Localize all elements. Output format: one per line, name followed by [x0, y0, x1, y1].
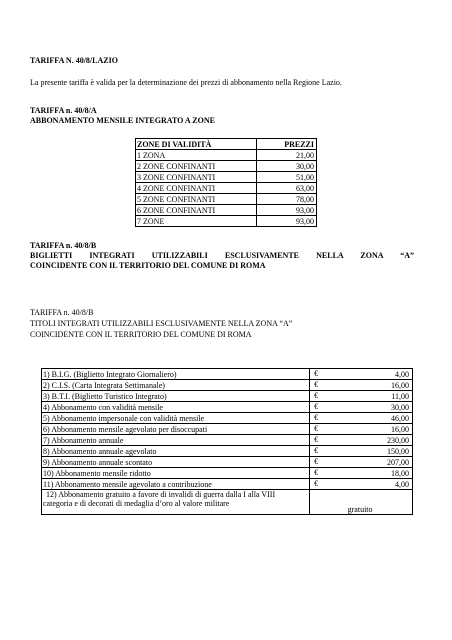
euro-sign: €: [314, 435, 319, 444]
price-cell: 21,00: [257, 150, 317, 161]
ticket-cell: 11) Abbonamento mensile agevolato a contribuzione: [42, 479, 310, 490]
ticket-cell: 10) Abbonamento mensile ridotto: [42, 468, 310, 479]
price-cell: 63,00: [257, 183, 317, 194]
table-row: [42, 435, 413, 446]
price-value: 4,00: [395, 369, 409, 379]
price-cell: [310, 479, 413, 490]
ticket-cell-line: categoria e di decorati di medaglia d’oro al valore militare: [43, 499, 230, 508]
table-row: [136, 183, 317, 194]
table-row: [42, 380, 413, 391]
section-b-bold-line2: COINCIDENTE CON IL TERRITORIO DEL COMUNE DI ROMA: [30, 261, 266, 270]
table-row: [42, 369, 413, 380]
zone-cell: 5 ZONE CONFINANTI: [136, 194, 257, 205]
table-row: [42, 402, 413, 413]
table-row: [136, 205, 317, 216]
price-cell: [310, 391, 413, 402]
price-value: 230,00: [387, 435, 409, 445]
euro-sign: €: [314, 446, 319, 455]
table-row: [42, 490, 413, 515]
table-row: [42, 468, 413, 479]
price-cell: [310, 369, 413, 380]
section-b-bold-line1: BIGLIETTI INTEGRATI UTILIZZABILI ESCLUSIVAMENTE NELLA ZONA “A”: [30, 251, 414, 260]
price-value: 207,00: [387, 457, 409, 467]
table-row: [136, 150, 317, 161]
tariff-heading: TARIFFA N. 40/8/LAZIO: [30, 56, 118, 65]
column-header: PREZZI: [257, 139, 317, 150]
price-cell: [310, 435, 413, 446]
price-value: 150,00: [387, 446, 409, 456]
zone-cell: 4 ZONE CONFINANTI: [136, 183, 257, 194]
section-b-bold-code: TARIFFA n. 40/8/B: [30, 241, 97, 250]
price-value: 18,00: [391, 468, 409, 478]
table-row: [136, 194, 317, 205]
euro-sign: €: [314, 391, 319, 400]
price-value: 4,00: [395, 479, 409, 489]
zone-cell: 3 ZONE CONFINANTI: [136, 172, 257, 183]
table-row: [42, 413, 413, 424]
ticket-cell: 9) Abbonamento annuale scontato: [42, 457, 310, 468]
zone-cell: 1 ZONA: [136, 150, 257, 161]
ticket-cell: 5) Abbonamento impersonale con validità mensile: [42, 413, 310, 424]
ticket-cell: 7) Abbonamento annuale: [42, 435, 310, 446]
price-value: 11,00: [391, 391, 409, 401]
table-row: [42, 457, 413, 468]
euro-sign: €: [314, 369, 319, 378]
table-row: [136, 216, 317, 227]
euro-sign: €: [314, 413, 319, 422]
zone-price-table: [135, 138, 317, 227]
euro-sign: €: [314, 457, 319, 466]
table-header-row: [136, 139, 317, 150]
section-b-line1: TITOLI INTEGRATI UTILIZZABILI ESCLUSIVAMENTE NELLA ZONA “A”: [30, 319, 293, 328]
table-row: [42, 446, 413, 457]
ticket-cell-line: 12) Abbonamento gratuito a favore di invalidi di guerra dalla I alla VIII: [46, 490, 276, 499]
zone-cell: 6 ZONE CONFINANTI: [136, 205, 257, 216]
zone-cell: 7 ZONE: [136, 216, 257, 227]
price-cell: 93,00: [257, 205, 317, 216]
euro-sign: €: [314, 424, 319, 433]
price-cell: [310, 413, 413, 424]
table-row: [136, 172, 317, 183]
price-cell: [310, 468, 413, 479]
price-cell: [310, 457, 413, 468]
table-row: [42, 391, 413, 402]
table-row: [42, 479, 413, 490]
ticket-cell: 6) Abbonamento mensile agevolato per disoccupati: [42, 424, 310, 435]
euro-sign: €: [314, 468, 319, 477]
euro-sign: €: [314, 402, 319, 411]
ticket-cell: 2) C.I.S. (Carta Integrata Settimanale): [42, 380, 310, 391]
price-cell: 51,00: [257, 172, 317, 183]
section-b-line2: COINCIDENTE CON IL TERRITORIO DEL COMUNE DI ROMA: [30, 330, 252, 339]
euro-sign: €: [314, 479, 319, 488]
zone-cell: 2 ZONE CONFINANTI: [136, 161, 257, 172]
ticket-cell: 1) B.I.G. (Biglietto Integrato Giornaliero): [42, 369, 310, 380]
ticket-price-table: [41, 368, 413, 515]
section-a-title: ABBONAMENTO MENSILE INTEGRATO A ZONE: [30, 116, 215, 125]
price-cell: [310, 402, 413, 413]
price-value: 46,00: [391, 413, 409, 423]
table-row: [136, 161, 317, 172]
table-row: [42, 424, 413, 435]
price-value: 16,00: [391, 380, 409, 390]
intro-paragraph: La presente tariffa è valida per la determinazione dei prezzi di abbonamento nella Regione Lazio.: [30, 78, 342, 87]
price-cell: [310, 380, 413, 391]
price-cell: 30,00: [257, 161, 317, 172]
price-cell: gratuito: [310, 490, 413, 515]
price-cell: [310, 424, 413, 435]
euro-sign: €: [314, 380, 319, 389]
price-value: 16,00: [391, 424, 409, 434]
column-header: ZONE DI VALIDITÀ: [136, 139, 257, 150]
price-cell: 93,00: [257, 216, 317, 227]
ticket-cell: 3) B.T.I. (Biglietto Turistico Integrato): [42, 391, 310, 402]
ticket-cell: 8) Abbonamento annuale agevolato: [42, 446, 310, 457]
price-cell: [310, 446, 413, 457]
price-cell: 78,00: [257, 194, 317, 205]
ticket-cell: 4) Abbonamento con validità mensile: [42, 402, 310, 413]
ticket-cell: [42, 490, 310, 515]
section-b-code: TARIFFA n. 40/8/B: [30, 308, 94, 317]
section-a-code: TARIFFA n. 40/8/A: [30, 106, 97, 115]
price-value: 30,00: [391, 402, 409, 412]
